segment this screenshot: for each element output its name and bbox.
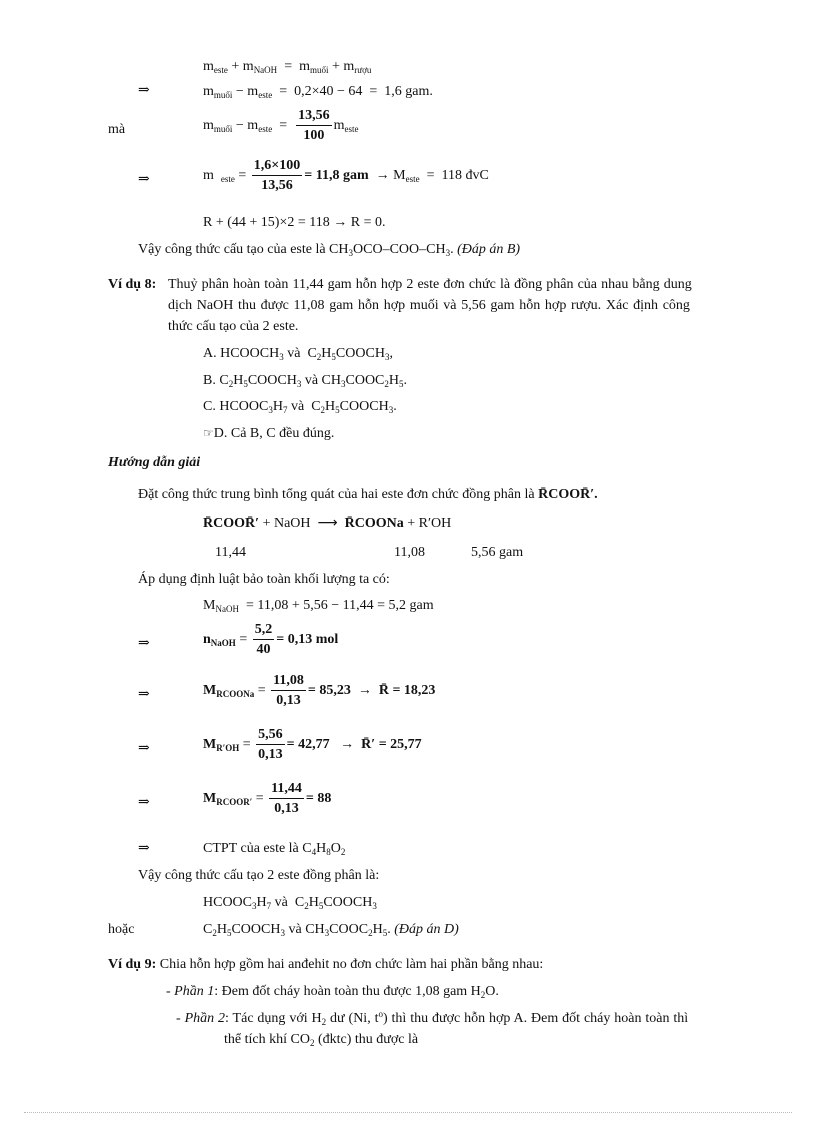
answer-d: (Đáp án D) (394, 922, 459, 937)
word-hoac: hoặc (108, 922, 135, 937)
implies-arrow: ⇒ (138, 795, 150, 810)
equation-ratio: $m_{muối} - m_{este}$ = $\frac{13,56}{100}$ $m_{este}$ (203, 108, 359, 143)
mass-1: 11,44 (215, 545, 246, 560)
example-8-text-3: thức cấu tạo của 2 este. (168, 319, 299, 334)
implies-arrow: ⇒ (138, 841, 150, 856)
conservation-law: Áp dụng định luật bảo toàn khối lượng ta có: (138, 572, 390, 587)
fraction-numerator: 13,56 (296, 108, 332, 126)
fraction-numerator: 5,56 (256, 727, 285, 745)
isomer-1: $HCOOC_3H_7$ và $C_2H_5COOCH_3$ (203, 895, 377, 911)
reaction-plus: + NaOH (262, 516, 311, 531)
fraction-numerator: 11,44 (269, 781, 304, 799)
fraction-denominator: 0,13 (258, 747, 283, 762)
equation-salt-minus-ester: $m_{muối} - m_{este} = 0,2\times 40 - 64 = 1,6$ gam. (203, 84, 433, 100)
option-c: C. $HCOOC_3H_7$ và $C_2H_5COOCH_3$. (203, 399, 397, 415)
reaction-lhs: R̄COOR̄′ (203, 516, 260, 531)
mass-3: 5,56 gam (471, 545, 524, 560)
m-ester: $M_{RCOOR'}$ = $\frac{11,44}{0,13}$ = 88 (203, 781, 332, 816)
equation-mass-balance: $m_{este} + m_{NaOH} = m_{muối} + m_{rượu}$ (203, 59, 372, 75)
reaction-arrow: ⟶ (317, 515, 338, 531)
option-d (203, 424, 334, 443)
example-9-text: Chia hỗn hợp gồm hai anđehit no đơn chức làm hai phần bằng nhau: (159, 957, 544, 972)
guide-conclusion: Vậy công thức cấu tạo 2 este đồng phân là: (138, 868, 380, 883)
page-divider (24, 1112, 792, 1113)
guide-intro: Đặt công thức trung bình tổng quát của hai este đơn chức đồng phân là R̄COOR̄′. (138, 487, 598, 502)
ester-mass-result: = 11,8 gam (304, 168, 369, 184)
conclusion-a: Vậy công thức cấu tạo của este là $CH_3OCO-COO-CH_3$. (Đáp án B) (138, 242, 521, 258)
isomer-2: $C_2H_5COOCH_3$ và $CH_3COOC_2H_5$. (Đáp án D) (203, 922, 459, 938)
m-roh-result: = 42,77 (286, 737, 330, 753)
fraction-denominator: 0,13 (274, 801, 299, 816)
answer-b: (Đáp án B) (457, 242, 521, 257)
example-8-label: Ví dụ 8: (108, 277, 157, 292)
m-roh: $M_{R'OH}$ = $\frac{5,56}{0,13}$ = 42,77 → R̄′ = 25,77 (203, 727, 422, 762)
fraction-numerator: 1,6×100 (252, 158, 302, 176)
implies-arrow: ⇒ (138, 636, 150, 651)
option-d-text: D. Cả B, C đều đúng. (213, 426, 335, 441)
implies-arrow: ⇒ (138, 172, 150, 187)
implies-arrow: ⇒ (138, 83, 150, 98)
fraction-denominator: 100 (303, 128, 325, 143)
implies-arrow: ⇒ (138, 741, 150, 756)
option-b: B. $C_2H_5COOCH_3$ và $CH_3COOC_2H_5$. (203, 373, 408, 389)
part-1-label: Phần 1 (174, 984, 215, 999)
fraction-denominator: 40 (256, 642, 271, 657)
example-8-text-2: dịch NaOH thu được 11,08 gam hỗn hợp muối và 5,56 gam hỗn hợp rượu. Xác định công (168, 298, 690, 313)
reaction-rhs-2: + R′OH (407, 516, 452, 531)
fraction-denominator: 0,13 (276, 693, 301, 708)
n-naoh: $n_{NaOH}$ = $\frac{5,2}{40}$ = 0,13 mol (203, 622, 339, 657)
word-ma: mà (108, 122, 126, 137)
reaction-rhs: R̄COONa (344, 516, 404, 531)
ctpt: CTPT của este là $C_4H_8O_2$ (203, 841, 346, 857)
example-9-part-2-line-1: - Phần 2: Tác dụng với $H_2$ dư (Ni, $t^o$) thì thu được hỗn hợp A. Đem đốt cháy hoàn toàn thì (176, 1009, 689, 1027)
part-2-label: Phần 2 (184, 1011, 226, 1026)
guide-title: Hướng dẫn giải (108, 455, 201, 470)
m-rcoona: $M_{RCOONa}$ = $\frac{11,08}{0,13}$ = 85,23 → R̄ = 18,23 (203, 673, 436, 708)
implies-arrow: ⇒ (138, 687, 150, 702)
fraction-numerator: 5,2 (253, 622, 275, 640)
equation-r-value: R + (44 + 15)×2 = 118 → R = 0. (203, 215, 386, 230)
pointing-hand-icon: ☞ (203, 426, 214, 440)
m-naoh: $M_{NaOH} = 11,08 + 5,56 - 11,44 = 5,2$ gam (203, 598, 434, 614)
fraction-numerator: 11,08 (271, 673, 306, 691)
mass-2: 11,08 (394, 545, 425, 560)
fraction-denominator: 13,56 (261, 178, 293, 193)
reaction-equation (203, 514, 451, 533)
equation-ester-mass: m $_{este}$ = $\frac{1,6\times 100}{13,56}$ = 11,8 gam → $M_{este} = 118$ đvC (203, 158, 489, 193)
example-9 (108, 956, 543, 974)
r2-result: R̄′ = 25,77 (361, 737, 422, 753)
example-9-part-1: - Phần 1: Đem đốt cháy hoàn toàn thu được 1,08 gam $H_2O$. (166, 984, 499, 1000)
example-8-text-1: Thuỷ phân hoàn toàn 11,44 gam hỗn hợp 2 este đơn chức là đồng phân của nhau bằng dung (168, 277, 692, 292)
r-result: R̄ = 18,23 (378, 683, 436, 699)
example-9-part-2-line-2: thể tích khí $CO_2$ (đktc) thu được là (224, 1032, 419, 1048)
n-naoh-result: = 0,13 mol (276, 632, 339, 648)
option-a: A. $HCOOCH_3$ và $C_2H_5COOCH_3$, (203, 346, 393, 362)
m-rcoona-result: = 85,23 (307, 683, 351, 699)
m-ester-result: = 88 (305, 791, 332, 807)
example-9-label: Ví dụ 9: (108, 957, 157, 972)
intro-formula: R̄COOR̄′. (538, 487, 598, 502)
